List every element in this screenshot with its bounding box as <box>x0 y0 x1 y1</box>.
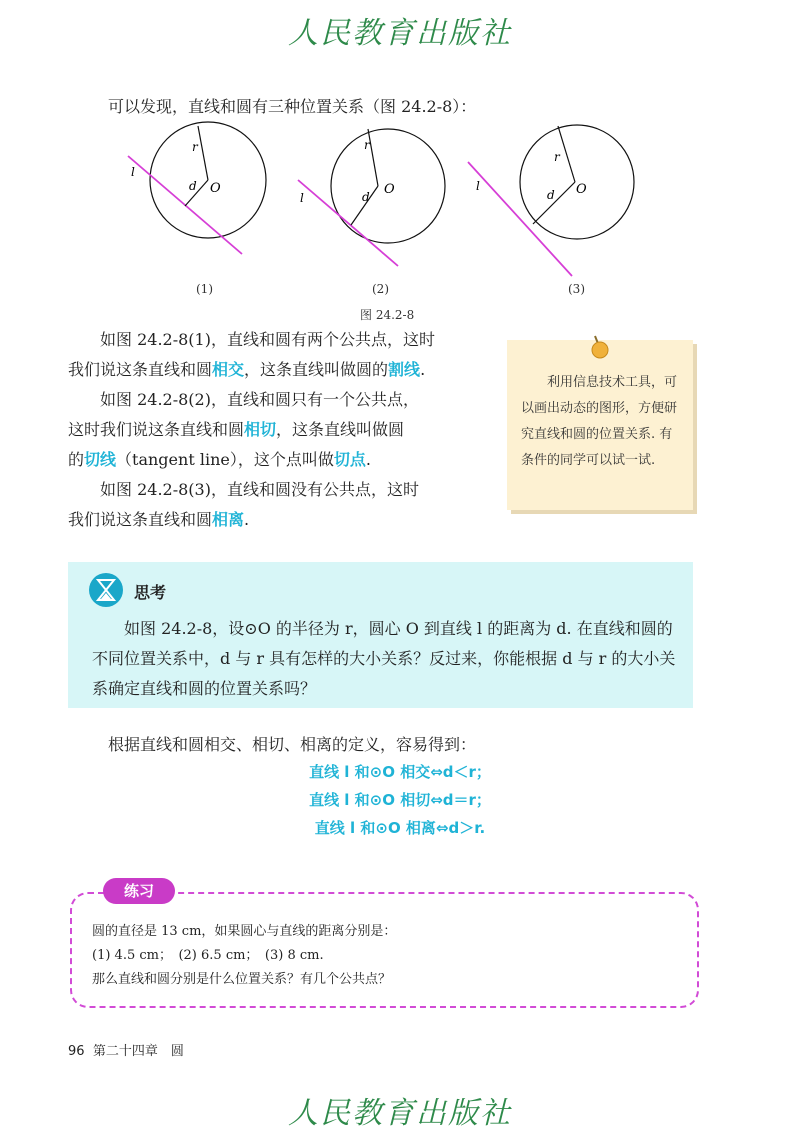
think-box <box>68 562 693 708</box>
think-title: 思考 <box>134 583 167 602</box>
line-l-2 <box>298 180 398 266</box>
term-intersect: 相交 <box>212 360 245 379</box>
label-r-2: r <box>364 138 370 152</box>
exercise-line3: 那么直线和圆分别是什么位置关系？有几个公共点？ <box>92 972 392 987</box>
side-note-text: 利用信息技术工具，可以画出动态的图形，方便研究直线和圆的位置关系. 有条件的同学可以试一试. <box>521 375 678 468</box>
para2-line1: 如图 24.2-8(2)，直线和圆只有一个公共点， <box>100 390 419 409</box>
caption-2: (2) <box>372 282 389 296</box>
figure-caption: 图 24.2-8 <box>360 308 415 322</box>
figure-separate <box>468 125 634 276</box>
radius-r-3 <box>558 126 575 182</box>
para2-text-c: ，这条直线叫做圆 <box>276 420 405 439</box>
relation-separate: 直线 l 和⊙O 相离⇔d＞r. <box>314 819 486 837</box>
circle-line-figures <box>110 118 650 308</box>
para1-text-d: . <box>420 360 426 379</box>
term-tangent-line: 切线 <box>84 450 117 469</box>
figure-intersect <box>128 122 266 254</box>
label-O-3: O <box>576 182 587 197</box>
label-l-3: l <box>476 179 480 193</box>
conclusion-text: 根据直线和圆相交、相切、相离的定义，容易得到： <box>108 735 477 754</box>
publisher-logo-footer: 人民教育出版社 <box>288 1096 512 1131</box>
figure-tangent <box>298 129 445 266</box>
label-r-3: r <box>554 150 560 164</box>
para2-text-e: （tangent line），这个点叫做 <box>116 450 334 469</box>
label-d-3: d <box>547 188 555 202</box>
para3-line1: 如图 24.2-8(3)，直线和圆没有公共点，这时 <box>100 480 419 499</box>
label-O-1: O <box>210 181 221 196</box>
para3-line2 <box>68 505 488 535</box>
paragraph-intersect <box>68 325 488 535</box>
term-separate: 相离 <box>212 510 245 529</box>
para1-text-b: 我们说这条直线和圆 <box>68 360 213 379</box>
side-note <box>507 340 693 510</box>
para1-text-c: ，这条直线叫做圆的 <box>244 360 389 379</box>
para2-line3 <box>68 445 488 475</box>
label-l-1: l <box>131 165 135 179</box>
exercise-box <box>70 892 699 1008</box>
term-tangent: 相切 <box>244 420 277 439</box>
publisher-logo-header: 人民教育出版社 <box>288 16 512 51</box>
para3-text-c: . <box>244 510 250 529</box>
chapter-title: 第二十四章 圆 <box>92 1044 184 1059</box>
page-number: 96 <box>68 1044 85 1059</box>
para2-text-b: 这时我们说这条直线和圆 <box>68 420 245 439</box>
para3-text-b: 我们说这条直线和圆 <box>68 510 213 529</box>
page-footer <box>68 1040 184 1059</box>
label-O-2: O <box>384 182 395 197</box>
para2-text-d: 的 <box>68 450 85 469</box>
exercise-tag: 练习 <box>103 878 175 904</box>
exercise-line2: (1) 4.5 cm； (2) 6.5 cm； (3) 8 cm. <box>92 948 324 963</box>
para2-text-f: . <box>365 450 371 469</box>
para2-line2 <box>68 415 488 445</box>
relation-intersect: 直线 l 和⊙O 相交⇔d＜r； <box>309 763 491 781</box>
line-l-1 <box>128 156 242 254</box>
think-body: 如图 24.2-8，设⊙O 的半径为 r，圆心 O 到直线 l 的距离为 d. 在直线和圆的不同位置关系中，d 与 r 具有怎样的大小关系？反过来，你能根据 d 与 r 的大小关系确定直线和圆的位置关系吗？ <box>92 619 676 698</box>
caption-3: (3) <box>568 282 585 296</box>
relation-tangent: 直线 l 和⊙O 相切⇔d＝r； <box>309 791 491 809</box>
caption-1: (1) <box>196 282 213 296</box>
label-l-2: l <box>300 191 304 205</box>
label-d-2: d <box>362 190 370 204</box>
label-r-1: r <box>192 140 198 154</box>
para1-line2 <box>68 355 488 385</box>
hourglass-icon <box>88 572 124 608</box>
term-tangent-point: 切点 <box>333 450 366 469</box>
term-secant: 割线 <box>388 360 421 379</box>
label-d-1: d <box>189 179 197 193</box>
exercise-line1: 圆的直径是 13 cm，如果圆心与直线的距离分别是： <box>92 924 397 939</box>
para1-line1: 如图 24.2-8(1)，直线和圆有两个公共点，这时 <box>100 330 435 349</box>
radius-r-1 <box>198 126 208 180</box>
pushpin-icon <box>583 332 613 362</box>
intro-text: 可以发现，直线和圆有三种位置关系（图 24.2-8）： <box>108 97 477 116</box>
